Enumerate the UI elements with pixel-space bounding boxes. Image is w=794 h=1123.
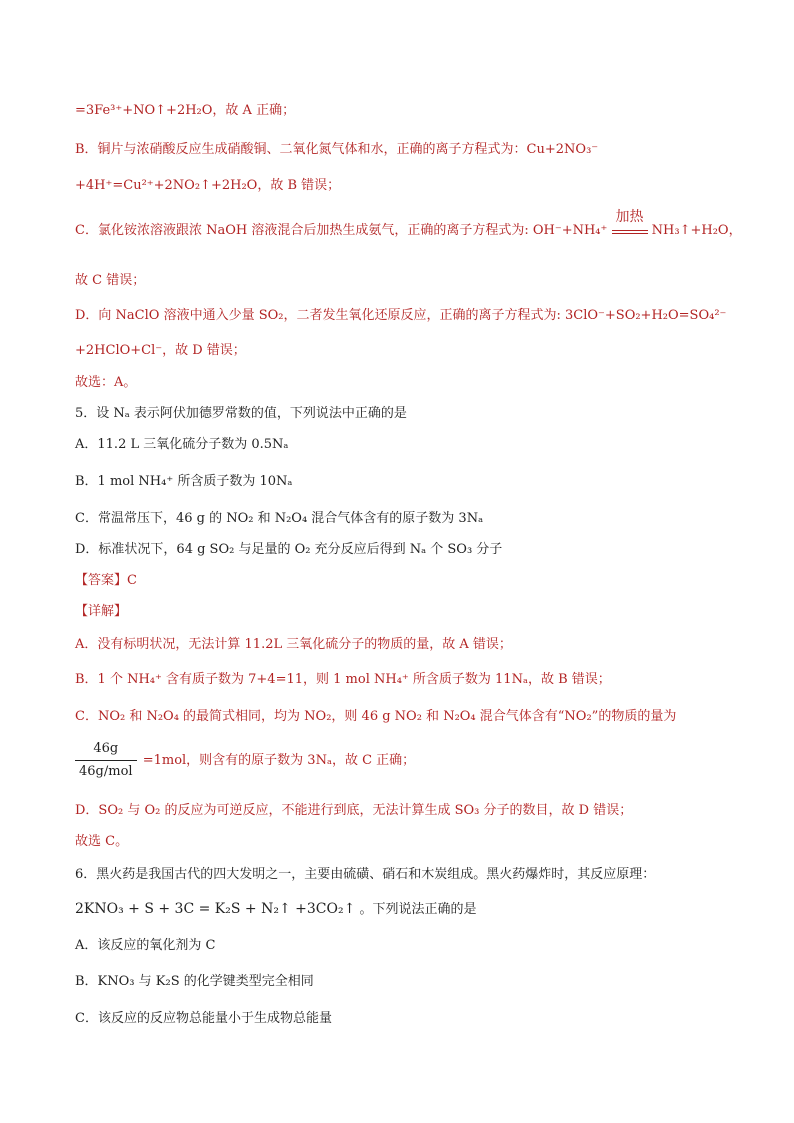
- question-5-option-c: C．常温常压下，46 g 的 NO₂ 和 N₂O₄ 混合气体含有的原子数为 3Nₐ: [75, 511, 484, 526]
- question-5-stem: 5．设 Nₐ 表示阿伏加德罗常数的值，下列说法中正确的是: [75, 406, 407, 421]
- question-6-stem-tail: 。下列说法正确的是: [359, 902, 477, 917]
- detail-5-d: D．SO₂ 与 O₂ 的反应为可逆反应，不能进行到底，无法计算生成 SO₃ 分子的数目，故 D 错误；: [75, 803, 633, 818]
- question-6-option-c: C．该反应的反应物总能量小于生成物总能量: [75, 1011, 332, 1026]
- fraction-denominator: 46g/mol: [79, 764, 133, 779]
- detail-5-c-result: =1mol，则含有的原子数为 3Nₐ，故 C 正确；: [142, 753, 416, 768]
- detail-5-b: B．1 个 NH₄⁺ 含有质子数为 7+4=11，则 1 mol NH₄⁺ 所含质子数为 11Nₐ，故 B 错误；: [75, 672, 611, 687]
- heating-label: 加热: [615, 209, 644, 225]
- question-6-option-a: A．该反应的氧化剂为 C: [75, 938, 216, 953]
- explanation-line-d-cont: +2HClO+Cl⁻，故 D 错误；: [75, 343, 246, 358]
- equation-c-right: NH₃↑+H₂O，: [651, 223, 742, 238]
- heating-arrow-icon: [612, 209, 648, 234]
- detail-5-c: C．NO₂ 和 N₂O₄ 的最简式相同，均为 NO₂，则 46 g NO₂ 和 N₂O₄ 混合气体含有“NO₂”的物质的量为: [75, 709, 677, 724]
- question-6-stem: 6．黑火药是我国古代的四大发明之一，主要由硫磺、硝石和木炭组成。黑火药爆炸时，其反应原理：: [75, 867, 656, 882]
- question-6-option-b: B．KNO₃ 与 K₂S 的化学键类型完全相同: [75, 974, 314, 989]
- answer-choice-4: 故选：A。: [75, 375, 137, 390]
- answer-label: 【答案】C: [75, 573, 137, 588]
- explanation-line-b: B．铜片与浓硝酸反应生成硝酸铜、二氧化氮气体和水，正确的离子方程式为：Cu+2NO₃⁻: [75, 142, 599, 157]
- mole-fraction: [75, 740, 137, 781]
- explanation-line-d: D．向 NaClO 溶液中通入少量 SO₂，二者发生氧化还原反应，正确的离子方程式为: 3ClO⁻+SO₂+H₂O=SO₄²⁻: [75, 308, 727, 323]
- answer-choice-5: 故选 C。: [75, 834, 129, 849]
- explanation-line-c-end: 故 C 错误；: [75, 273, 146, 288]
- explanation-line-a-end: =3Fe³⁺+NO↑+2H₂O，故 A 正确；: [75, 103, 296, 118]
- detail-5-a: A．没有标明状况，无法计算 11.2L 三氧化硫分子的物质的量，故 A 错误；: [75, 637, 512, 652]
- question-6-equation-line: [75, 900, 476, 919]
- equation-c-left: C．氯化铵浓溶液跟浓 NaOH 溶液混合后加热生成氨气，正确的离子方程式为: OH⁻+NH₄⁺: [75, 223, 608, 238]
- question-5-option-d: D．标准状况下，64 g SO₂ 与足量的 O₂ 充分反应后得到 Nₐ 个 SO₃ 分子: [75, 542, 503, 557]
- explanation-line-c: [75, 209, 742, 240]
- black-powder-equation: 2KNO₃ + S + 3C = K₂S + N₂↑ +3CO₂↑: [75, 901, 356, 917]
- explanation-line-b-cont: +4H⁺=Cu²⁺+2NO₂↑+2H₂O，故 B 错误；: [75, 178, 341, 193]
- fraction-numerator: 46g: [75, 740, 137, 761]
- detail-5-c-fraction-line: [75, 740, 415, 781]
- detail-label: 【详解】: [75, 604, 128, 619]
- question-5-option-b: B．1 mol NH₄⁺ 所含质子数为 10Nₐ: [75, 474, 293, 489]
- question-5-option-a: A．11.2 L 三氧化硫分子数为 0.5Nₐ: [75, 437, 289, 452]
- equals-bar: [612, 230, 648, 234]
